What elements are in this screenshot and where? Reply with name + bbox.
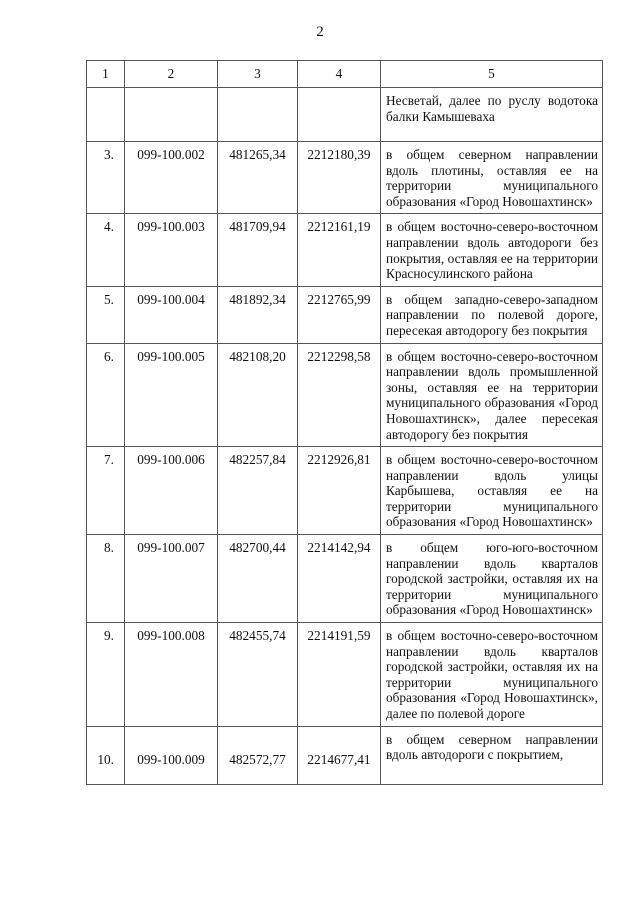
boundary-description: в общем юго-юго-восточном направлении вдоль кварталов городской застройки, оставляя их на территории муниципального образования «Город Новошахтинск»	[381, 535, 603, 623]
point-id: 099-100.008	[125, 623, 218, 727]
boundary-description: в общем восточно-северо-восточном направлении вдоль промышленной зоны, оставляя ее на территории муниципального образования «Город Новошахтинск», далее пересекая автодорогу без покрытия	[381, 343, 603, 447]
row-number: 6.	[87, 343, 125, 447]
boundary-points-table	[86, 60, 603, 785]
cell-empty	[87, 88, 125, 142]
boundary-description: в общем восточно-северо-восточном направлении вдоль улицы Карбышева, оставляя ее на территории муниципального образования «Город Новошахтинск»	[381, 447, 603, 535]
coordinate-x: 481265,34	[218, 142, 298, 214]
table-row	[87, 286, 603, 343]
coordinate-x: 482700,44	[218, 535, 298, 623]
row-number: 10.	[87, 726, 125, 784]
point-id: 099-100.004	[125, 286, 218, 343]
coordinate-x: 482257,84	[218, 447, 298, 535]
cell-empty	[125, 88, 218, 142]
row-number: 7.	[87, 447, 125, 535]
cell-empty	[218, 88, 298, 142]
coordinate-y: 2212161,19	[298, 214, 381, 286]
table-row	[87, 214, 603, 286]
coordinate-x: 482108,20	[218, 343, 298, 447]
coordinate-y: 2214142,94	[298, 535, 381, 623]
table-header-row	[87, 61, 603, 88]
page-number: 2	[316, 24, 324, 40]
point-id: 099-100.003	[125, 214, 218, 286]
coordinate-y: 2212765,99	[298, 286, 381, 343]
row-number: 3.	[87, 142, 125, 214]
column-header-3: 3	[218, 61, 298, 88]
table-row	[87, 535, 603, 623]
row-number: 5.	[87, 286, 125, 343]
point-id: 099-100.009	[125, 726, 218, 784]
coordinate-x: 481709,94	[218, 214, 298, 286]
coordinate-y: 2212926,81	[298, 447, 381, 535]
column-header-5: 5	[381, 61, 603, 88]
point-id: 099-100.006	[125, 447, 218, 535]
cell-empty	[298, 88, 381, 142]
row-number: 4.	[87, 214, 125, 286]
coordinate-x: 481892,34	[218, 286, 298, 343]
point-id: 099-100.005	[125, 343, 218, 447]
column-header-2: 2	[125, 61, 218, 88]
table-row	[87, 142, 603, 214]
point-id: 099-100.007	[125, 535, 218, 623]
coordinate-x: 482572,77	[218, 726, 298, 784]
coordinate-y: 2212298,58	[298, 343, 381, 447]
point-id: 099-100.002	[125, 142, 218, 214]
boundary-description: Несветай, далее по руслу водотока балки Камышеваха	[381, 88, 603, 142]
table-row	[87, 343, 603, 447]
coordinate-x: 482455,74	[218, 623, 298, 727]
boundary-description: в общем северном направлении вдоль автодороги с покрытием,	[381, 726, 603, 784]
coordinate-y: 2214677,41	[298, 726, 381, 784]
coordinate-y: 2212180,39	[298, 142, 381, 214]
column-header-1: 1	[87, 61, 125, 88]
boundary-description: в общем западно-северо-западном направлении по полевой дороге, пересекая автодорогу без покрытия	[381, 286, 603, 343]
column-header-4: 4	[298, 61, 381, 88]
boundary-description: в общем северном направлении вдоль плотины, оставляя ее на территории муниципального образования «Город Новошахтинск»	[381, 142, 603, 214]
table-row	[87, 447, 603, 535]
boundary-description: в общем восточно-северо-восточном направлении вдоль автодороги без покрытия, оставляя ее на территории Красносулинского района	[381, 214, 603, 286]
row-number: 8.	[87, 535, 125, 623]
table-row	[87, 726, 603, 784]
table-row	[87, 623, 603, 727]
table-row-continuation	[87, 88, 603, 142]
coordinate-y: 2214191,59	[298, 623, 381, 727]
row-number: 9.	[87, 623, 125, 727]
boundary-description: в общем восточно-северо-восточном направлении вдоль кварталов городской застройки, оставляя их на территории муниципального образования «Город Новошахтинск», далее по полевой дороге	[381, 623, 603, 727]
